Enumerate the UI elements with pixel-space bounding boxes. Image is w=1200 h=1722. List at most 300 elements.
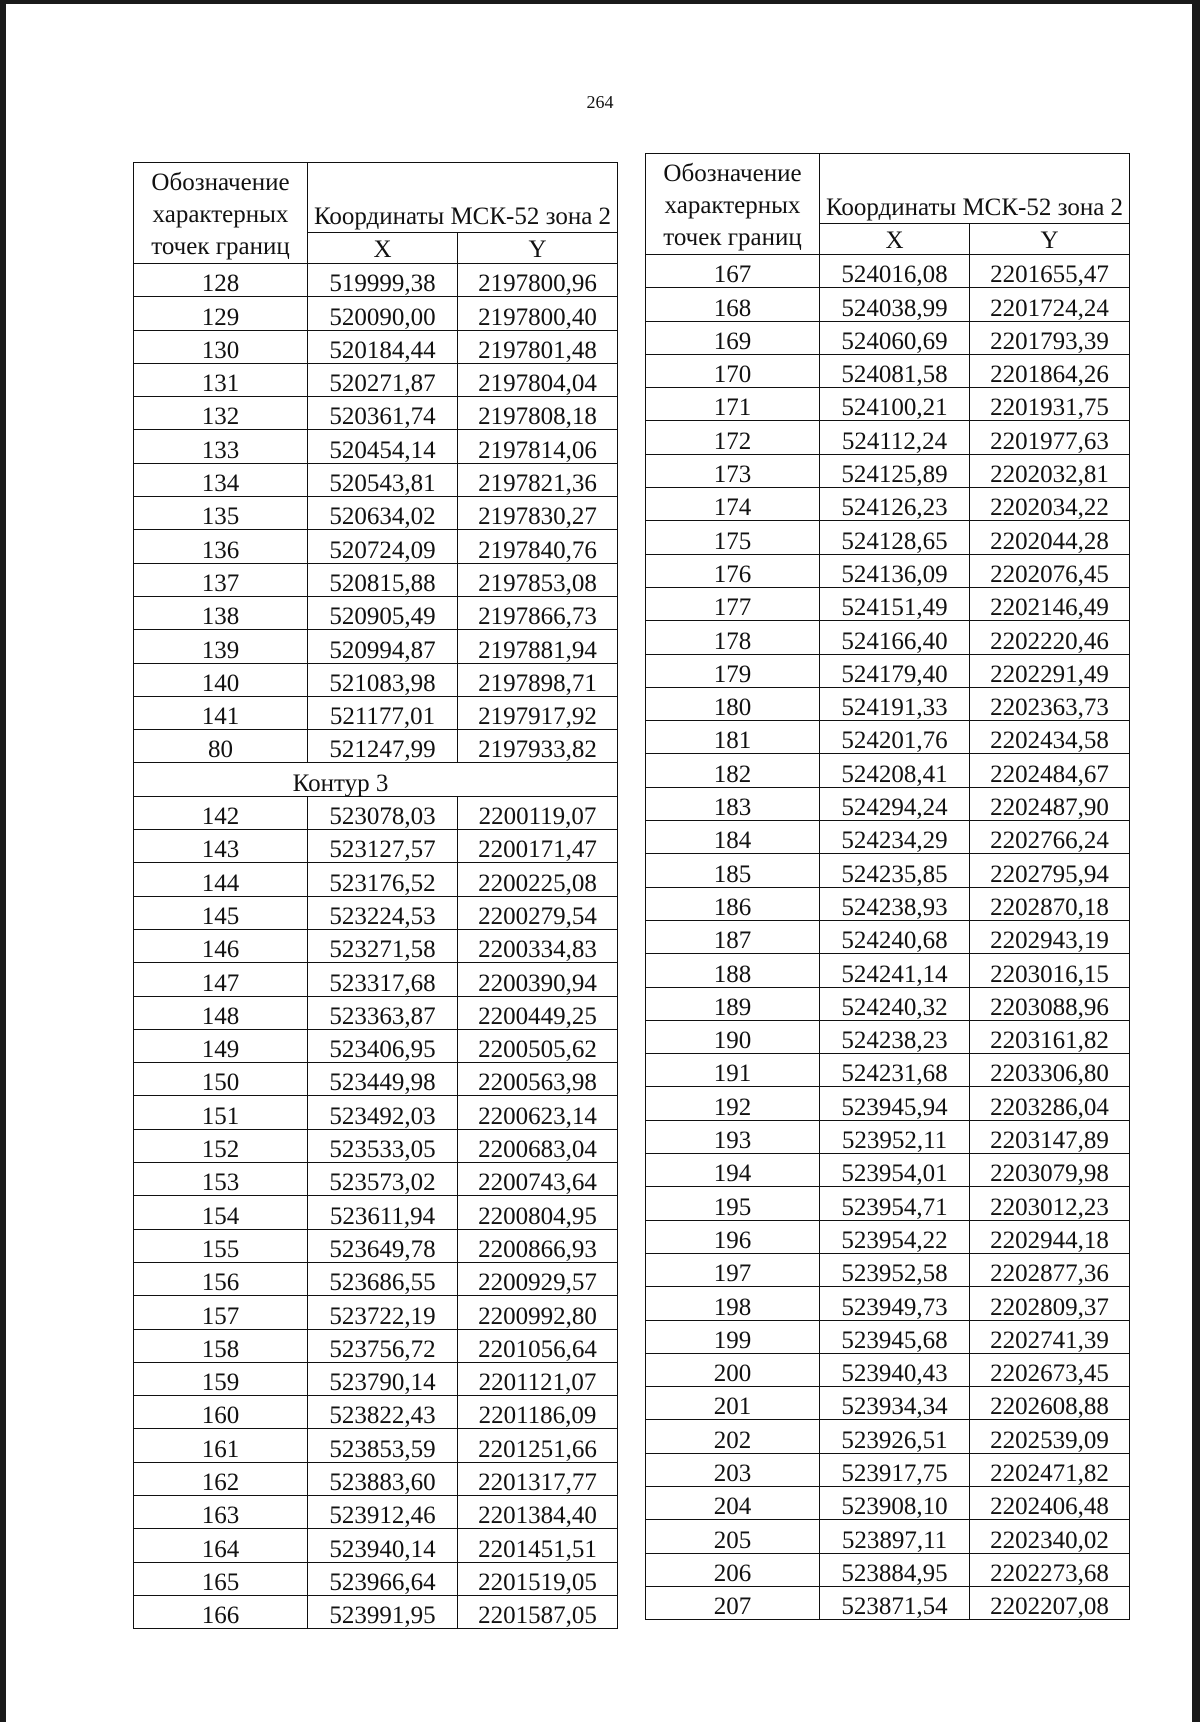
- cell-point: 165: [134, 1562, 308, 1595]
- cell-point: 171: [646, 388, 820, 421]
- cell-point: 157: [134, 1296, 308, 1329]
- cell-y: 2197917,92: [458, 696, 618, 729]
- cell-point: 140: [134, 663, 308, 696]
- table-row: [646, 621, 1130, 654]
- cell-y: 2200279,54: [458, 896, 618, 929]
- table-row: [646, 554, 1130, 587]
- table-row: [134, 297, 618, 330]
- cell-x: 524241,14: [820, 954, 970, 987]
- cell-y: 2201587,05: [458, 1595, 618, 1628]
- cell-point: 162: [134, 1462, 308, 1495]
- cell-x: 523127,57: [308, 830, 458, 863]
- cell-point: 188: [646, 954, 820, 987]
- cell-y: 2202220,46: [970, 621, 1130, 654]
- cell-x: 523897,11: [820, 1520, 970, 1553]
- table-row: [646, 854, 1130, 887]
- cell-point: 129: [134, 297, 308, 330]
- cell-point: 183: [646, 787, 820, 820]
- table-row: [646, 488, 1130, 521]
- table-row: [646, 654, 1130, 687]
- table-row: [134, 1163, 618, 1196]
- cell-y: 2200929,57: [458, 1262, 618, 1295]
- table-row: [134, 1529, 618, 1562]
- cell-y: 2202484,67: [970, 754, 1130, 787]
- cell-x: 524235,85: [820, 854, 970, 887]
- cell-x: 523945,68: [820, 1320, 970, 1353]
- cell-point: 132: [134, 397, 308, 430]
- header-coords-group: Координаты МСК-52 зона 2: [820, 154, 1130, 224]
- cell-point: 160: [134, 1396, 308, 1429]
- cell-x: 524151,49: [820, 587, 970, 620]
- cell-x: 523449,98: [308, 1063, 458, 1096]
- cell-x: 523790,14: [308, 1362, 458, 1395]
- cell-x: 523917,75: [820, 1453, 970, 1486]
- cell-x: 521177,01: [308, 696, 458, 729]
- cell-x: 520271,87: [308, 363, 458, 396]
- cell-y: 2202273,68: [970, 1553, 1130, 1586]
- scan-border-top: [0, 0, 1200, 4]
- cell-x: 524038,99: [820, 288, 970, 321]
- cell-y: 2200119,07: [458, 796, 618, 829]
- cell-point: 150: [134, 1063, 308, 1096]
- cell-y: 2197814,06: [458, 430, 618, 463]
- cell-point: 202: [646, 1420, 820, 1453]
- cell-y: 2201655,47: [970, 255, 1130, 288]
- table-row: [646, 1054, 1130, 1087]
- cell-point: 145: [134, 896, 308, 929]
- cell-x: 523940,43: [820, 1353, 970, 1386]
- table-row: [134, 1196, 618, 1229]
- cell-point: 207: [646, 1586, 820, 1619]
- cell-x: 523954,71: [820, 1187, 970, 1220]
- cell-y: 2202487,90: [970, 787, 1130, 820]
- cell-y: 2203088,96: [970, 987, 1130, 1020]
- cell-x: 523271,58: [308, 929, 458, 962]
- cell-y: 2202870,18: [970, 887, 1130, 920]
- cell-x: 523949,73: [820, 1287, 970, 1320]
- cell-x: 524240,68: [820, 920, 970, 953]
- table-row: [134, 1462, 618, 1495]
- cell-x: 523492,03: [308, 1096, 458, 1129]
- cell-point: 174: [646, 488, 820, 521]
- cell-point: 167: [646, 255, 820, 288]
- table-row: [134, 830, 618, 863]
- table-row: [646, 288, 1130, 321]
- cell-x: 520361,74: [308, 397, 458, 430]
- table-row: [646, 1353, 1130, 1386]
- table-row: [646, 1120, 1130, 1153]
- scan-border-left: [0, 0, 6, 1722]
- cell-point: 156: [134, 1262, 308, 1295]
- cell-y: 2203016,15: [970, 954, 1130, 987]
- cell-point: 169: [646, 321, 820, 354]
- table-row: [646, 821, 1130, 854]
- cell-y: 2202032,81: [970, 454, 1130, 487]
- cell-point: 130: [134, 330, 308, 363]
- cell-y: 2201931,75: [970, 388, 1130, 421]
- cell-point: 196: [646, 1220, 820, 1253]
- cell-x: 520543,81: [308, 463, 458, 496]
- cell-y: 2201519,05: [458, 1562, 618, 1595]
- table-row: [134, 596, 618, 629]
- cell-x: 523533,05: [308, 1129, 458, 1162]
- cell-point: 139: [134, 630, 308, 663]
- cell-y: 2202943,19: [970, 920, 1130, 953]
- cell-point: 189: [646, 987, 820, 1020]
- table-row: [646, 388, 1130, 421]
- cell-y: 2200171,47: [458, 830, 618, 863]
- cell-point: 146: [134, 929, 308, 962]
- cell-x: 524100,21: [820, 388, 970, 421]
- cell-x: 523952,11: [820, 1120, 970, 1153]
- cell-x: 524081,58: [820, 354, 970, 387]
- cell-point: 195: [646, 1187, 820, 1220]
- table-row: [134, 363, 618, 396]
- cell-point: 199: [646, 1320, 820, 1353]
- table-row: [646, 1586, 1130, 1619]
- table-row: [134, 1429, 618, 1462]
- table-row: [646, 754, 1130, 787]
- cell-point: 180: [646, 687, 820, 720]
- cell-x: 520184,44: [308, 330, 458, 363]
- cell-x: 520994,87: [308, 630, 458, 663]
- cell-y: 2197801,48: [458, 330, 618, 363]
- table-row: [646, 1287, 1130, 1320]
- table-row: [134, 1029, 618, 1062]
- table-row: [646, 1420, 1130, 1453]
- cell-x: 523966,64: [308, 1562, 458, 1595]
- table-row: [646, 454, 1130, 487]
- table-row: [646, 887, 1130, 920]
- cell-point: 151: [134, 1096, 308, 1129]
- table-row: [646, 787, 1130, 820]
- cell-point: 205: [646, 1520, 820, 1553]
- cell-point: 203: [646, 1453, 820, 1486]
- cell-point: 154: [134, 1196, 308, 1229]
- cell-x: 523649,78: [308, 1229, 458, 1262]
- cell-x: 524112,24: [820, 421, 970, 454]
- cell-y: 2202146,49: [970, 587, 1130, 620]
- table-row: [134, 1362, 618, 1395]
- cell-x: 524234,29: [820, 821, 970, 854]
- cell-point: 206: [646, 1553, 820, 1586]
- cell-y: 2201186,09: [458, 1396, 618, 1429]
- cell-point: 141: [134, 696, 308, 729]
- cell-y: 2197866,73: [458, 596, 618, 629]
- cell-x: 523224,53: [308, 896, 458, 929]
- cell-point: 178: [646, 621, 820, 654]
- cell-point: 161: [134, 1429, 308, 1462]
- cell-y: 2200992,80: [458, 1296, 618, 1329]
- cell-y: 2202034,22: [970, 488, 1130, 521]
- cell-x: 523954,01: [820, 1154, 970, 1187]
- cell-x: 520634,02: [308, 497, 458, 530]
- cell-x: 524126,23: [820, 488, 970, 521]
- cell-x: 524240,32: [820, 987, 970, 1020]
- cell-x: 523722,19: [308, 1296, 458, 1329]
- table-row: [134, 1229, 618, 1262]
- table-row: [646, 954, 1130, 987]
- cell-y: 2202044,28: [970, 521, 1130, 554]
- table-row: [134, 630, 618, 663]
- cell-y: 2202766,24: [970, 821, 1130, 854]
- cell-x: 523078,03: [308, 796, 458, 829]
- cell-x: 524208,41: [820, 754, 970, 787]
- header-point-label: Обозначение характерных точек границ: [134, 163, 308, 264]
- table-row: [646, 255, 1130, 288]
- cell-y: 2197853,08: [458, 563, 618, 596]
- cell-point: 194: [646, 1154, 820, 1187]
- cell-y: 2201793,39: [970, 321, 1130, 354]
- table-row: [134, 1262, 618, 1295]
- cell-x: 524294,24: [820, 787, 970, 820]
- table-row: [646, 587, 1130, 620]
- cell-y: 2202340,02: [970, 1520, 1130, 1553]
- table-row: [134, 563, 618, 596]
- cell-y: 2200505,62: [458, 1029, 618, 1062]
- cell-y: 2200743,64: [458, 1163, 618, 1196]
- page-number: 264: [586, 92, 614, 112]
- table-row: [134, 963, 618, 996]
- cell-point: 193: [646, 1120, 820, 1153]
- cell-y: 2202809,37: [970, 1287, 1130, 1320]
- header-coords-group: Координаты МСК-52 зона 2: [308, 163, 618, 233]
- cell-y: 2200563,98: [458, 1063, 618, 1096]
- cell-point: 190: [646, 1020, 820, 1053]
- cell-point: 168: [646, 288, 820, 321]
- cell-y: 2203286,04: [970, 1087, 1130, 1120]
- table-row: [646, 354, 1130, 387]
- table-row: [134, 530, 618, 563]
- table-row: [134, 996, 618, 1029]
- cell-x: 524016,08: [820, 255, 970, 288]
- cell-y: 2201056,64: [458, 1329, 618, 1362]
- cell-point: 186: [646, 887, 820, 920]
- cell-y: 2202877,36: [970, 1253, 1130, 1286]
- cell-point: 155: [134, 1229, 308, 1262]
- table-row: [134, 1595, 618, 1628]
- cell-y: 2203147,89: [970, 1120, 1130, 1153]
- table-row: [134, 1096, 618, 1129]
- cell-point: 204: [646, 1486, 820, 1519]
- table-row: [646, 920, 1130, 953]
- header-point-label: Обозначение характерных точек границ: [646, 154, 820, 255]
- table-row: [646, 1453, 1130, 1486]
- cell-point: 131: [134, 363, 308, 396]
- cell-x: 524238,93: [820, 887, 970, 920]
- cell-x: 523952,58: [820, 1253, 970, 1286]
- cell-y: 2200683,04: [458, 1129, 618, 1162]
- table-row: [134, 463, 618, 496]
- cell-y: 2203079,98: [970, 1154, 1130, 1187]
- table-row: [646, 1320, 1130, 1353]
- cell-point: 158: [134, 1329, 308, 1362]
- table-row: [646, 1553, 1130, 1586]
- cell-x: 523686,55: [308, 1262, 458, 1295]
- cell-y: 2202207,08: [970, 1586, 1130, 1619]
- cell-y: 2202539,09: [970, 1420, 1130, 1453]
- table-body-left: [134, 264, 618, 1629]
- cell-x: 524231,68: [820, 1054, 970, 1087]
- cell-y: 2201724,24: [970, 288, 1130, 321]
- table-row: [134, 1562, 618, 1595]
- cell-point: 177: [646, 587, 820, 620]
- cell-point: 135: [134, 497, 308, 530]
- cell-y: 2197821,36: [458, 463, 618, 496]
- table-row: [134, 264, 618, 297]
- table-row: [646, 1187, 1130, 1220]
- cell-point: 143: [134, 830, 308, 863]
- table-row: [134, 397, 618, 430]
- cell-y: 2202471,82: [970, 1453, 1130, 1486]
- cell-x: 523363,87: [308, 996, 458, 1029]
- table-row: [646, 1520, 1130, 1553]
- cell-y: 2200390,94: [458, 963, 618, 996]
- cell-x: 523940,14: [308, 1529, 458, 1562]
- cell-y: 2197881,94: [458, 630, 618, 663]
- table-row: [134, 1396, 618, 1429]
- cell-point: 147: [134, 963, 308, 996]
- cell-x: 523934,34: [820, 1387, 970, 1420]
- contour-row: [134, 763, 618, 796]
- cell-point: 142: [134, 796, 308, 829]
- table-row: [134, 1063, 618, 1096]
- cell-x: 523954,22: [820, 1220, 970, 1253]
- cell-y: 2202944,18: [970, 1220, 1130, 1253]
- header-y: Y: [458, 232, 618, 263]
- cell-x: 523406,95: [308, 1029, 458, 1062]
- cell-point: 144: [134, 863, 308, 896]
- table-row: [134, 896, 618, 929]
- table-row: [134, 929, 618, 962]
- cell-point: 128: [134, 264, 308, 297]
- cell-point: 137: [134, 563, 308, 596]
- cell-y: 2203161,82: [970, 1020, 1130, 1053]
- cell-y: 2202741,39: [970, 1320, 1130, 1353]
- cell-y: 2202434,58: [970, 721, 1130, 754]
- table-row: [134, 430, 618, 463]
- table-row: [646, 1087, 1130, 1120]
- cell-point: 182: [646, 754, 820, 787]
- table-row: [646, 1387, 1130, 1420]
- cell-point: 179: [646, 654, 820, 687]
- table-row: [134, 730, 618, 763]
- table-row: [134, 796, 618, 829]
- cell-x: 523176,52: [308, 863, 458, 896]
- contour-label: Контур 3: [134, 763, 618, 796]
- header-x: X: [308, 232, 458, 263]
- cell-point: 170: [646, 354, 820, 387]
- cell-point: 136: [134, 530, 308, 563]
- cell-x: 524060,69: [820, 321, 970, 354]
- cell-point: 201: [646, 1387, 820, 1420]
- table-row: [646, 421, 1130, 454]
- cell-x: 523926,51: [820, 1420, 970, 1453]
- table-row: [646, 521, 1130, 554]
- cell-x: 524238,23: [820, 1020, 970, 1053]
- table-row: [646, 687, 1130, 720]
- cell-x: 523908,10: [820, 1486, 970, 1519]
- cell-y: 2200334,83: [458, 929, 618, 962]
- cell-point: 163: [134, 1495, 308, 1528]
- cell-point: 148: [134, 996, 308, 1029]
- cell-y: 2202076,45: [970, 554, 1130, 587]
- cell-point: 152: [134, 1129, 308, 1162]
- cell-x: 523884,95: [820, 1553, 970, 1586]
- table-row: [134, 1129, 618, 1162]
- cell-x: 523871,54: [820, 1586, 970, 1619]
- cell-y: 2200449,25: [458, 996, 618, 1029]
- cell-point: 138: [134, 596, 308, 629]
- table-row: [646, 1220, 1130, 1253]
- scan-border-right: [1192, 0, 1200, 1722]
- cell-y: 2202406,48: [970, 1486, 1130, 1519]
- cell-point: 176: [646, 554, 820, 587]
- cell-x: 524179,40: [820, 654, 970, 687]
- cell-x: 523611,94: [308, 1196, 458, 1229]
- cell-y: 2197800,96: [458, 264, 618, 297]
- table-row: [646, 1486, 1130, 1519]
- cell-x: 523883,60: [308, 1462, 458, 1495]
- cell-point: 175: [646, 521, 820, 554]
- cell-point: 134: [134, 463, 308, 496]
- cell-point: 192: [646, 1087, 820, 1120]
- cell-point: 198: [646, 1287, 820, 1320]
- cell-x: 524136,09: [820, 554, 970, 587]
- cell-point: 80: [134, 730, 308, 763]
- cell-y: 2201317,77: [458, 1462, 618, 1495]
- cell-x: 519999,38: [308, 264, 458, 297]
- table-row: [134, 1329, 618, 1362]
- cell-point: 184: [646, 821, 820, 854]
- table-row: [134, 696, 618, 729]
- cell-y: 2201251,66: [458, 1429, 618, 1462]
- cell-point: 181: [646, 721, 820, 754]
- cell-point: 173: [646, 454, 820, 487]
- table-row: [134, 863, 618, 896]
- cell-point: 185: [646, 854, 820, 887]
- cell-point: 172: [646, 421, 820, 454]
- table-row: [134, 1296, 618, 1329]
- table-row: [134, 497, 618, 530]
- cell-x: 520724,09: [308, 530, 458, 563]
- table-row: [646, 1253, 1130, 1286]
- cell-y: 2202608,88: [970, 1387, 1130, 1420]
- cell-y: 2202795,94: [970, 854, 1130, 887]
- cell-y: 2203012,23: [970, 1187, 1130, 1220]
- table-row: [646, 1020, 1130, 1053]
- cell-x: 520090,00: [308, 297, 458, 330]
- coordinates-table-right: [645, 153, 1130, 1620]
- cell-x: 523573,02: [308, 1163, 458, 1196]
- cell-y: 2201384,40: [458, 1495, 618, 1528]
- cell-x: 520815,88: [308, 563, 458, 596]
- cell-point: 149: [134, 1029, 308, 1062]
- cell-y: 2200225,08: [458, 863, 618, 896]
- cell-point: 166: [134, 1595, 308, 1628]
- cell-y: 2201451,51: [458, 1529, 618, 1562]
- cell-y: 2197840,76: [458, 530, 618, 563]
- cell-x: 524191,33: [820, 687, 970, 720]
- cell-x: 524166,40: [820, 621, 970, 654]
- table-row: [646, 721, 1130, 754]
- cell-x: 520905,49: [308, 596, 458, 629]
- cell-x: 523991,95: [308, 1595, 458, 1628]
- table-body-right: [646, 255, 1130, 1620]
- cell-point: 187: [646, 920, 820, 953]
- table-row: [646, 987, 1130, 1020]
- cell-x: 523822,43: [308, 1396, 458, 1429]
